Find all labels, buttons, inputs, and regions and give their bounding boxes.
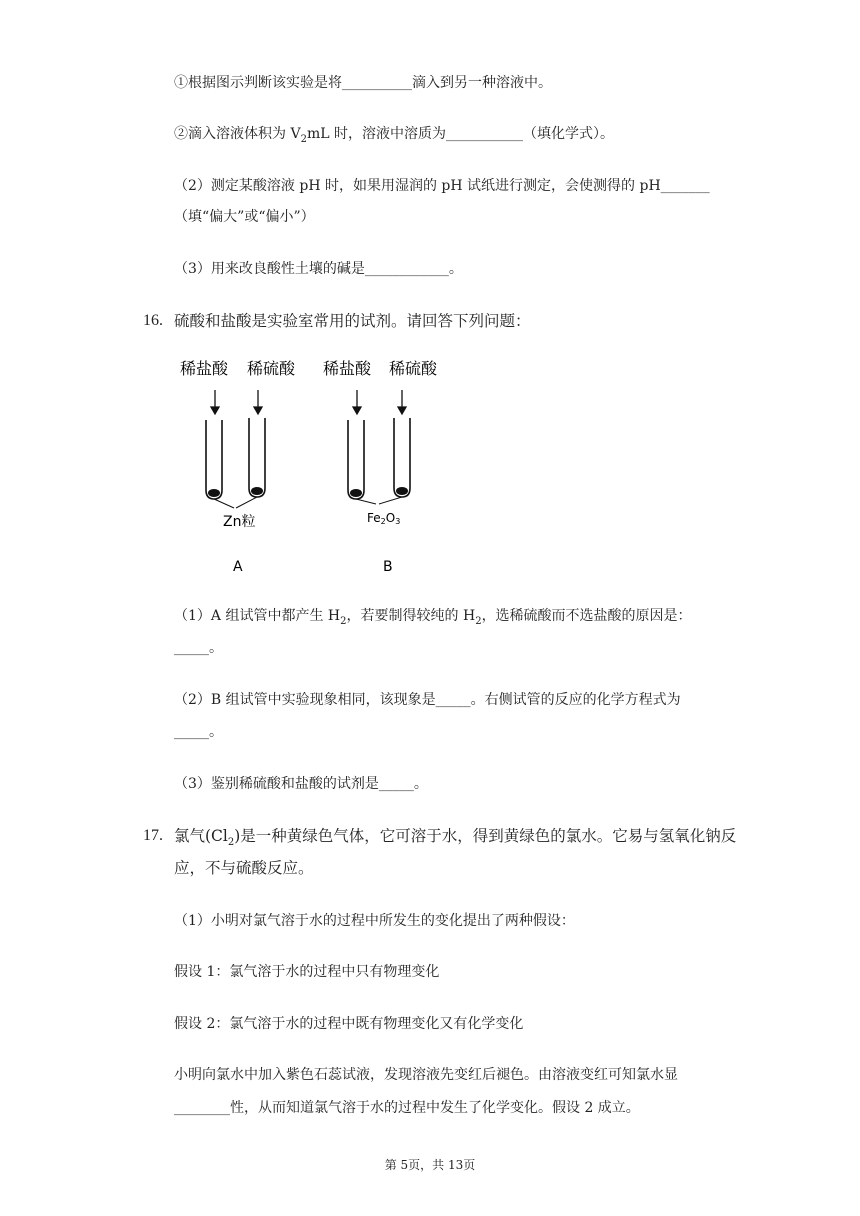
group-b-label: B	[383, 559, 393, 575]
solid-3	[350, 489, 362, 497]
q16-part1b: ，若要制得较纯的 H	[346, 608, 476, 624]
label-group-a	[180, 359, 438, 378]
q17-observation-line-1: 小明向氯水中加入紫色石蕊试液，发现溶液先变红后褪色。由溶液变红可知氯水显	[174, 1067, 678, 1083]
test-tube-4	[394, 418, 410, 497]
q16-figure	[170, 350, 470, 580]
q15-line-2	[174, 125, 614, 149]
q17-t1a: 氯气(Cl	[174, 827, 228, 845]
q16-part1-line-1	[174, 607, 692, 631]
q17-hypothesis-2: 假设 2：氯气溶于水的过程中既有物理变化又有化学变化	[174, 1016, 524, 1032]
q17-t1b: )是一种黄绿色气体，它可溶于水，得到黄绿色的氯水。它易与氢氧化钠反	[234, 827, 737, 845]
q15-part2-line-1: （2）测定某酸溶液 pH 时，如果用湿润的 pH 试纸进行测定，会使测得的 pH_______	[174, 178, 710, 194]
label-h2so4-b: 稀硫酸	[389, 359, 438, 378]
q16-part3: （3）鉴别稀硫酸和盐酸的试剂是_____。	[174, 776, 428, 792]
q15-line-2-sub: 2	[300, 133, 307, 145]
test-tube-3	[348, 420, 364, 499]
q16-part2-line-1: （2）B 组试管中实验现象相同，该现象是_____。右侧试管的反应的化学方程式为	[174, 692, 681, 708]
q16-text: 硫酸和盐酸是实验室常用的试剂。请回答下列问题：	[174, 312, 531, 330]
test-tube-1	[206, 420, 222, 499]
group-a-label: A	[233, 559, 243, 575]
solid-2	[251, 487, 263, 495]
q17-text-line-2: 应，不与硫酸反应。	[174, 859, 314, 877]
q16-part1a: （1）A 组试管中都产生 H	[174, 608, 341, 624]
q15-line-2b: mL 时，溶液中溶质为___________（填化学式）。	[306, 126, 614, 142]
label-fe2o3: Fe2O3	[367, 511, 401, 526]
q16-part1-line-2: _____。	[174, 640, 223, 656]
test-tube-2	[249, 418, 265, 497]
q15-line-1: ①根据图示判断该实验是将__________滴入到另一种溶液中。	[174, 75, 552, 91]
label-hcl-a: 稀盐酸	[180, 359, 229, 378]
q16-part1c: ，选稀硫酸而不选盐酸的原因是：	[481, 608, 692, 624]
q15-part3: （3）用来改良酸性土壤的碱是____________。	[174, 261, 463, 277]
q17-observation-line-2: ________性，从而知道氯气溶于水的过程中发生了化学变化。假设 2 成立。	[174, 1100, 640, 1116]
q16-part1-sub1: 2	[340, 615, 347, 627]
q17-number: 17.	[143, 827, 163, 844]
q16-number: 16.	[143, 312, 163, 329]
page-footer: 第 5页，共 13页	[384, 1158, 476, 1172]
solid-4	[396, 487, 408, 495]
q15-part2-line-2: （填“偏大”或“偏小”）	[174, 209, 315, 225]
q16-part2-line-2: _____。	[174, 724, 223, 740]
q16-part1-sub2: 2	[475, 615, 482, 627]
q17-text-line-1	[174, 826, 736, 853]
q17-part1: （1）小明对氯气溶于水的过程中所发生的变化提出了两种假设：	[174, 913, 575, 929]
solid-1	[208, 489, 220, 497]
q15-line-2a: ②滴入溶液体积为 V	[174, 126, 301, 142]
label-h2so4-a: 稀硫酸	[247, 359, 296, 378]
q17-t1-sub: 2	[227, 837, 235, 849]
label-hcl-b: 稀盐酸	[323, 359, 372, 378]
label-zn: Zn粒	[223, 514, 256, 530]
q17-hypothesis-1: 假设 1：氯气溶于水的过程中只有物理变化	[174, 964, 440, 980]
